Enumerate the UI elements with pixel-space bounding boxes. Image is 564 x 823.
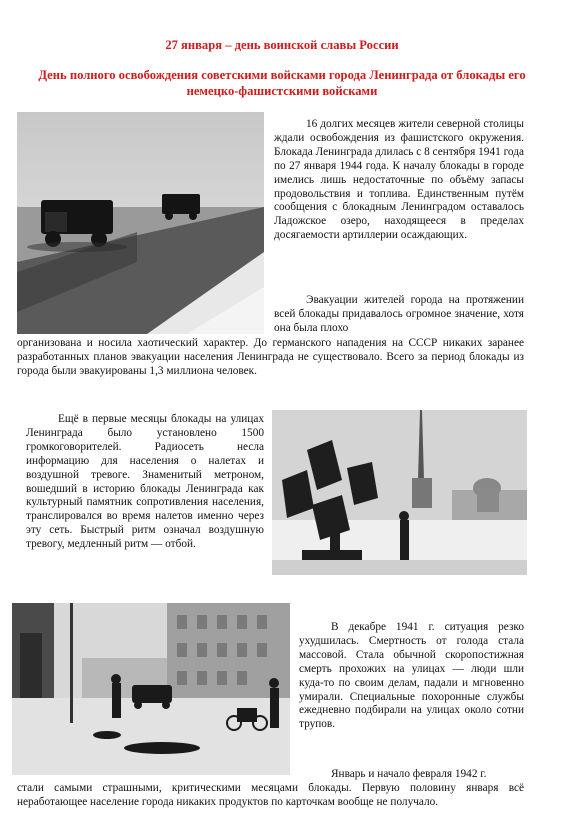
text-block-january-1942 — [17, 782, 524, 810]
photo-leningrad-street — [12, 603, 290, 775]
paragraph-5a: Январь и начало февраля 1942 г. — [331, 768, 487, 780]
text-block-blockade-duration — [274, 118, 524, 243]
paragraph-5b: стали самыми страшными, критическими месяцами блокады. Первую половину января всё неработающее население города никаких продуктов по карточкам вообще не получало. — [17, 782, 524, 808]
text-block-radio — [26, 413, 264, 552]
page-title: 27 января – день воинской славы России — [165, 38, 399, 52]
paragraph-2a: Эвакуации жителей города на протяжении всей блокады придавалось огромное значение, хотя она была плохо — [274, 294, 524, 334]
paragraph-1: 16 долгих месяцев жители северной столицы ждали освобождения из фашистского окружения. Блокада Ленинграда длилась с 8 сентября 1941 года по 27 января 1944 года. К началу блокады в городе имелись лишь недостаточные по объёму запасы продовольствия и топлива. Единственным путём сообщения с блокадным Ленинградом оставалось Ладожское озеро, находящееся в пределах досягаемости артиллерии осаждающих. — [274, 118, 525, 242]
paragraph-4: В декабре 1941 г. ситуация резко ухудшилась. Смертность от голода стала массовой. Стала обычной скоропостижная смерть прохожих на улицах — люди шли куда-то по своим делам, падали и мгновенно умирали. Специальные похоронные службы ежедневно подбирали на улицах около сотни трупов. — [299, 621, 524, 731]
page-subtitle: День полного освобождения советскими войсками города Ленинграда от блокады его немецко-фашистскими войсками — [38, 68, 526, 98]
text-block-evacuation — [17, 337, 524, 379]
text-block-december-1941 — [299, 621, 524, 732]
photo-anti-aircraft-detector — [272, 410, 527, 575]
paragraph-3: Ещё в первые месяцы блокады на улицах Ленинграда было установлено 1500 громкоговорителей. Радиосеть несла информацию для населения о налетах и воздушной тревоге. Знаменитый метроном, вошедший в историю блокады Ленинграда как культурный памятник сопротивления населения, транслировался во время налетов именно через эту сеть. Быстрый ритм означал воздушную тревогу, медленный ритм — отбой. — [26, 413, 264, 551]
text-block-january-1942-intro — [299, 768, 524, 782]
text-block-evacuation-intro — [274, 294, 524, 336]
paragraph-2b: организована и носила хаотический характер. До германского нападения на СССР никаких заранее разработанных планов эвакуации населения Ленинграда не существовало. Всего за период блокады из города были эвакуированы 1,3 миллиона человек. — [17, 337, 524, 377]
photo-ice-road-trucks — [17, 112, 264, 334]
